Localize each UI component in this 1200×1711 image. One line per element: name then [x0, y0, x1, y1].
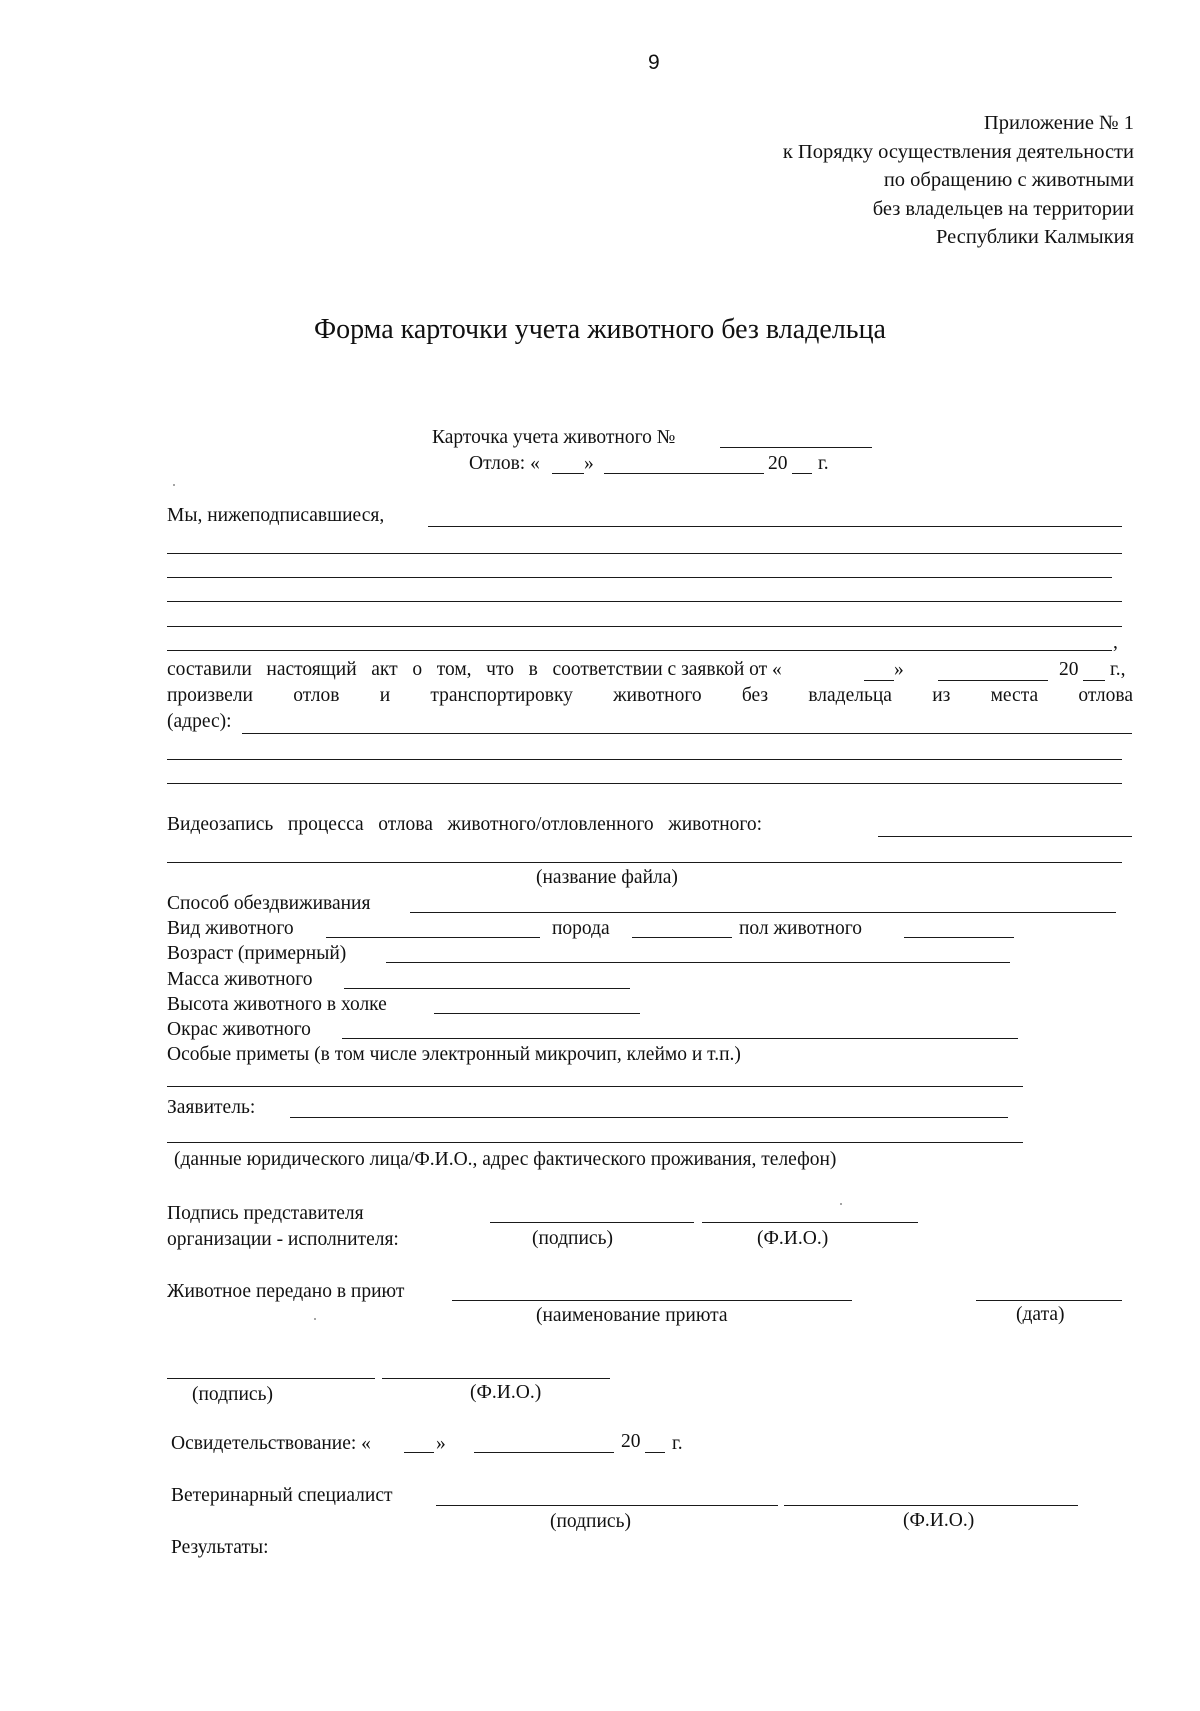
act-word: от — [749, 659, 768, 680]
vet-fio-field[interactable] — [784, 1505, 1078, 1506]
page-title: Форма карточки учета животного без владельца — [313, 314, 886, 345]
color-label: Окрас животного — [167, 1019, 311, 1040]
address-field[interactable] — [242, 733, 1132, 734]
scan-dot — [840, 1203, 842, 1205]
video-word: животного: — [668, 814, 763, 835]
species-label: Вид животного — [167, 918, 294, 939]
page-number: 9 — [648, 51, 660, 74]
request-day-field[interactable] — [864, 680, 894, 681]
exam-day-field[interactable] — [404, 1452, 434, 1453]
undersigned-field-line[interactable] — [167, 626, 1122, 627]
act-word: том, — [436, 659, 472, 680]
shelter-sign-field[interactable] — [167, 1378, 375, 1379]
marks-label: Особые приметы (в том числе электронный микрочип, клеймо и т.п.) — [167, 1044, 741, 1065]
quote-close: » — [894, 659, 904, 680]
scan-dot — [314, 1318, 316, 1320]
catch-year-field[interactable] — [792, 473, 812, 474]
sign-caption: (подпись) — [550, 1511, 631, 1532]
color-field[interactable] — [342, 1038, 1018, 1039]
rep-signature-label: организации - исполнителя: — [167, 1229, 399, 1250]
act-word: соответствии — [552, 659, 663, 680]
made-sentence — [167, 686, 1133, 706]
applicant-field-line[interactable] — [167, 1142, 1023, 1143]
exam-year-suffix: г. — [672, 1433, 683, 1454]
shelter-date-field[interactable] — [976, 1300, 1122, 1301]
video-word: процесса — [287, 814, 364, 835]
request-year-prefix: 20 — [1059, 659, 1079, 680]
rep-fio-field[interactable] — [702, 1222, 918, 1223]
request-year-field[interactable] — [1083, 680, 1105, 681]
appendix-line: без владельцев на территории — [872, 197, 1134, 220]
sign-caption: (подпись) — [192, 1384, 273, 1405]
act-word: акт — [371, 659, 398, 680]
request-month-field[interactable] — [938, 680, 1048, 681]
act-word: о — [412, 659, 423, 680]
undersigned-field-line[interactable] — [167, 650, 1112, 651]
fio-caption: (Ф.И.О.) — [903, 1510, 975, 1531]
shelter-fio-field[interactable] — [382, 1378, 610, 1379]
quote-close: » — [584, 453, 594, 474]
age-label: Возраст (примерный) — [167, 943, 347, 964]
applicant-label: Заявитель: — [167, 1097, 256, 1118]
sex-label: пол животного — [739, 918, 862, 939]
vet-label: Ветеринарный специалист — [171, 1485, 393, 1506]
catch-year-suffix: г. — [818, 453, 829, 474]
results-label: Результаты: — [171, 1537, 269, 1558]
comma: , — [1113, 632, 1118, 653]
rep-sign-field[interactable] — [490, 1222, 694, 1223]
appendix-line: к Порядку осуществления деятельности — [782, 140, 1134, 163]
card-number-label: Карточка учета животного № — [432, 427, 676, 448]
made-word: без — [741, 685, 769, 706]
breed-label: порода — [552, 918, 610, 939]
rep-signature-label: Подпись представителя — [167, 1203, 364, 1224]
address-field-line[interactable] — [167, 759, 1122, 760]
mass-field[interactable] — [344, 988, 630, 989]
appendix-line: по обращению с животными — [883, 169, 1134, 191]
appendix-line: Приложение № 1 — [983, 112, 1134, 134]
act-word: с — [667, 659, 677, 680]
undersigned-field-line[interactable] — [167, 577, 1112, 578]
date-caption: (дата) — [1016, 1304, 1065, 1325]
address-field-line[interactable] — [167, 783, 1122, 784]
made-word: произвели — [167, 685, 253, 706]
catch-year-prefix: 20 — [768, 453, 788, 474]
act-word: составили — [167, 659, 252, 680]
sign-caption: (подпись) — [532, 1228, 613, 1249]
video-word: Видеозапись — [167, 814, 274, 835]
shelter-label: Животное передано в приют — [167, 1281, 405, 1302]
sex-field[interactable] — [904, 937, 1014, 938]
shelter-name-field[interactable] — [452, 1300, 852, 1301]
mass-label: Масса животного — [167, 969, 313, 990]
appendix-line: Республики Калмыкия — [936, 226, 1134, 248]
fio-caption: (Ф.И.О.) — [757, 1228, 829, 1249]
species-field[interactable] — [326, 937, 540, 938]
filename-caption: (название файла) — [536, 867, 678, 888]
quote-close: » — [436, 1433, 446, 1454]
made-word: транспортировку — [430, 685, 573, 706]
video-label — [167, 815, 762, 835]
age-field[interactable] — [386, 962, 1010, 963]
undersigned-field-line[interactable] — [167, 553, 1122, 554]
act-word: в — [528, 659, 538, 680]
catch-date-label: Отлов: « — [469, 453, 540, 474]
breed-field[interactable] — [632, 937, 732, 938]
immobilization-label: Способ обездвиживания — [167, 893, 371, 914]
act-word: настоящий — [266, 659, 357, 680]
appendix-block — [783, 109, 1134, 252]
made-word: животного — [613, 685, 702, 706]
act-sentence — [167, 660, 782, 680]
act-word: что — [486, 659, 514, 680]
catch-month-field[interactable] — [604, 473, 764, 474]
made-word: владельца — [808, 685, 892, 706]
video-word: отлова — [378, 814, 433, 835]
vet-sign-field[interactable] — [436, 1505, 778, 1506]
video-field[interactable] — [878, 836, 1132, 837]
made-word: отлова — [1078, 685, 1133, 706]
exam-label: Освидетельствование: « — [171, 1433, 371, 1454]
request-year-suffix: г., — [1110, 659, 1126, 680]
act-word: заявкой — [681, 659, 745, 680]
address-label: (адрес): — [167, 711, 232, 732]
shelter-name-caption: (наименование приюта — [536, 1305, 728, 1326]
undersigned-field[interactable] — [428, 526, 1122, 527]
height-field[interactable] — [434, 1013, 640, 1014]
video-filename-field[interactable] — [167, 862, 1122, 863]
made-word: отлов — [293, 685, 340, 706]
marks-field[interactable] — [167, 1086, 1023, 1087]
video-word: животного/отловленного — [447, 814, 654, 835]
catch-day-field[interactable] — [552, 473, 584, 474]
exam-month-field[interactable] — [474, 1452, 614, 1453]
height-label: Высота животного в холке — [167, 994, 387, 1015]
scan-dot — [173, 484, 175, 486]
applicant-caption: (данные юридического лица/Ф.И.О., адрес фактического проживания, телефон) — [174, 1149, 837, 1170]
applicant-field[interactable] — [290, 1117, 1008, 1118]
undersigned-field-line[interactable] — [167, 601, 1122, 602]
fio-caption: (Ф.И.О.) — [470, 1382, 542, 1403]
made-word: из — [932, 685, 951, 706]
made-word: места — [990, 685, 1039, 706]
exam-year-field[interactable] — [645, 1452, 665, 1453]
act-word: « — [772, 659, 782, 680]
undersigned-label: Мы, нижеподписавшиеся, — [167, 505, 385, 526]
card-number-field[interactable] — [720, 447, 872, 448]
exam-year-prefix: 20 — [621, 1431, 641, 1452]
made-word: и — [379, 685, 391, 706]
immobilization-field[interactable] — [410, 912, 1116, 913]
